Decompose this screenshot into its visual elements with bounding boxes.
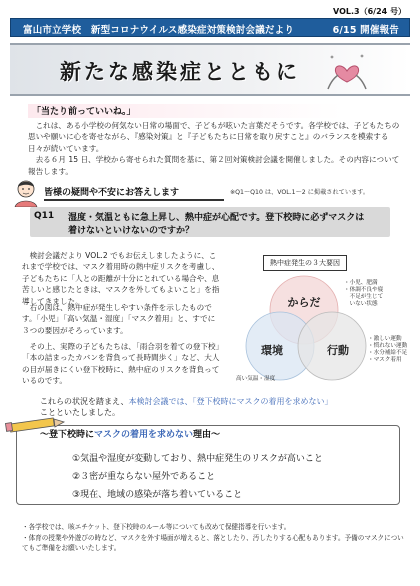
conclusion-lead: これらの状況を踏まえ、 (40, 397, 129, 406)
qa-title: 皆様の疑問や不安にお答えします (44, 188, 180, 198)
venn-body-item: いない状態 (344, 301, 378, 307)
intro-heading: 「当たり前っていいね。」 (28, 104, 398, 118)
answer-paragraph-3: その上、実際の子どもたちは、「雨合羽を着ての登下校」「本の詰まったカバンを背負って長時間歩く」など、大人の目が届きにくい登下校時に、熱中症のリスクを背負っているのです。 (22, 342, 220, 386)
teacher-avatar-icon (12, 177, 40, 207)
title-banner (10, 43, 410, 96)
qa-note: ※Q1～Q10 は、VOL.1～2 に掲載されています。 (230, 189, 370, 196)
note-item: ・体育の授業や外遊びの時など、マスクを外す場面が増えると、落としたり、汚したりする心配もあります。予備のマスクについてもご準備をお願いいたします。 (22, 533, 404, 552)
reasons-heading-end: 理由～ (193, 430, 221, 440)
question-number: Q11 (34, 211, 55, 221)
intro-body: これは、ある小学校の何気ない日常の場面で、子どもが呟いた言葉だそうです。各学校では、子どもたちの思いや願いに心を寄せながら、『感染対策』と『子どもたちに日常を取り戻すこと』のバランスを模索する日々が続いています。 去る６月 15 日、学校から寄せられた質問を基に、第２回対策検討会議を開催しました。その内容について報告します。 (28, 121, 400, 176)
answer-paragraph-1: 検討会議だより VOL.2 でもお伝えしましたように、これまで学校では、マスク着用時の熱中症リスクを考慮し、子どもたちに「人との距離が十分にとれている場合や、息苦しいと感じたときは、マスクを外してもよいこと」を指導してきました。 (22, 251, 220, 306)
reason-item: ①気温や湿度が変動しており、熱中症発生のリスクが高いこと (72, 454, 323, 464)
answer-paragraph-2: 右の図は、熱中症が発生しやすい条件を示したものです。「小児」「高い気温・湿度」「マスク着用」と、すでに３つの要因がそろっています。 (22, 303, 216, 335)
venn-action-item: ・慣れない運動 (368, 343, 408, 349)
reason-item: ③現在、地域の感染が落ち着いていること (72, 490, 243, 500)
volume-number: VOL.3（6/24 号） (333, 7, 406, 16)
venn-label-environment: 環境 (261, 344, 283, 357)
footer-notes (22, 522, 410, 554)
venn-body-item: ・小児、肥満 (344, 280, 378, 286)
question-line-1: 湿度・気温ともに急上昇し、熱中症が心配です。登下校時に必ずマスクは (68, 213, 365, 223)
venn-body-item: ・体調不良や寝 (344, 287, 384, 293)
banner-title: 新たな感染症とともに (60, 60, 300, 84)
heatstroke-venn-diagram (232, 270, 408, 382)
question-box (30, 207, 390, 237)
venn-action-item: ・水分補給不足 (368, 350, 408, 356)
venn-label-body: からだ (287, 296, 321, 309)
reason-item: ②３密が重ならない屋外であること (72, 472, 216, 482)
venn-action-item: ・マスク着用 (368, 357, 402, 363)
heart-hands-icon (324, 49, 370, 93)
conclusion-decision: 本検討会議では、「登下校時にマスクの着用を求めない」 (128, 397, 333, 406)
reasons-heading-start: ～登下校時に (40, 430, 95, 440)
reasons-heading (40, 427, 220, 440)
qa-section-header (12, 177, 408, 207)
venn-body-item: 不足が生じて (344, 294, 384, 300)
venn-environment-caption: 高い気温・湿度 (236, 376, 276, 382)
header-bar (10, 18, 410, 37)
newsletter-title: 富山市立学校 新型コロナウイルス感染症対策検討会議だより (23, 25, 295, 36)
note-item: ・各学校では、咳エチケット、登下校時のルール等についても改めて保健指導を行います。 (22, 523, 291, 531)
qa-underline (44, 199, 224, 201)
venn-title: 熱中症発生の３大要因 (263, 255, 347, 271)
question-line-2: 着けないといけないのですか？ (68, 226, 195, 236)
venn-label-action: 行動 (327, 344, 349, 357)
conclusion-text (40, 396, 370, 418)
venn-action-item: ・激しい運動 (368, 336, 402, 342)
reasons-heading-key: マスクの着用を求めない (94, 430, 194, 440)
conclusion-end: ことといたしました。 (40, 408, 120, 417)
meeting-date: 6/15 開催報告 (332, 25, 399, 36)
